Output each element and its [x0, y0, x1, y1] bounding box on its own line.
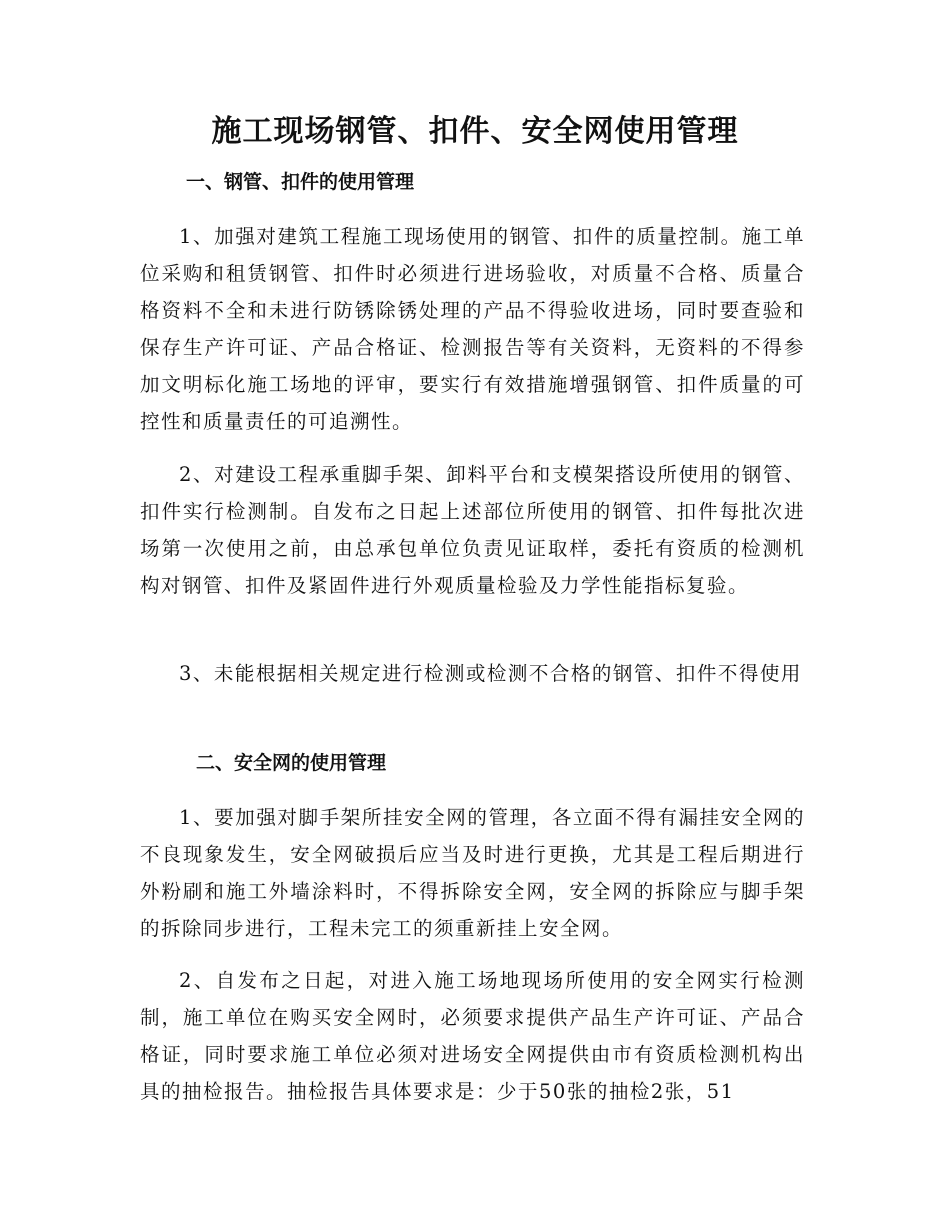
section1-paragraph-2: 2、对建设工程承重脚手架、卸料平台和支模架搭设所使用的钢管、扣件实行检测制。自发布之日起上述部位所使用的钢管、扣件每批次进场第一次使用之前，由总承包单位负责见证取样，委托有资质的检测机构对钢管、扣件及紧固件进行外观质量检验及力学性能指标复验。 — [140, 463, 805, 597]
section1-paragraph-3: 3、未能根据相关规定进行检测或检测不合格的钢管、扣件不得使用 — [179, 662, 802, 685]
section2-paragraph-2: 2、自发布之日起，对进入施工场地现场所使用的安全网实行检测制，施工单位在购买安全网时，必须要求提供产品生产许可证、产品合格证，同时要求施工单位必须对进场安全网提供由市有资质检测机构出具的抽检报告。抽检报告具体要求是：少于50张的抽检2张，51 — [140, 969, 805, 1103]
section-heading-steel-pipes: 一、钢管、扣件的使用管理 — [186, 171, 415, 193]
document-title: 施工现场钢管、扣件、安全网使用管理 — [211, 114, 739, 149]
section1-paragraph-1: 1、加强对建筑工程施工现场使用的钢管、扣件的质量控制。施工单位采购和租赁钢管、扣件时必须进行进场验收，对质量不合格、质量合格资料不全和未进行防锈除锈处理的产品不得验收进场，同时要查验和保存生产许可证、产品合格证、检测报告等有关资料，无资料的不得参加文明标化施工场地的评审，要实行有效措施增强钢管、扣件质量的可控性和质量责任的可追溯性。 — [140, 225, 805, 433]
section-heading-safety-net: 二、安全网的使用管理 — [196, 752, 387, 774]
section2-paragraph-1: 1、要加强对脚手架所挂安全网的管理，各立面不得有漏挂安全网的不良现象发生，安全网破损后应当及时进行更换，尤其是工程后期进行外粉刷和施工外墙涂料时，不得拆除安全网，安全网的拆除应与脚手架的拆除同步进行，工程未完工的须重新挂上安全网。 — [140, 806, 805, 940]
